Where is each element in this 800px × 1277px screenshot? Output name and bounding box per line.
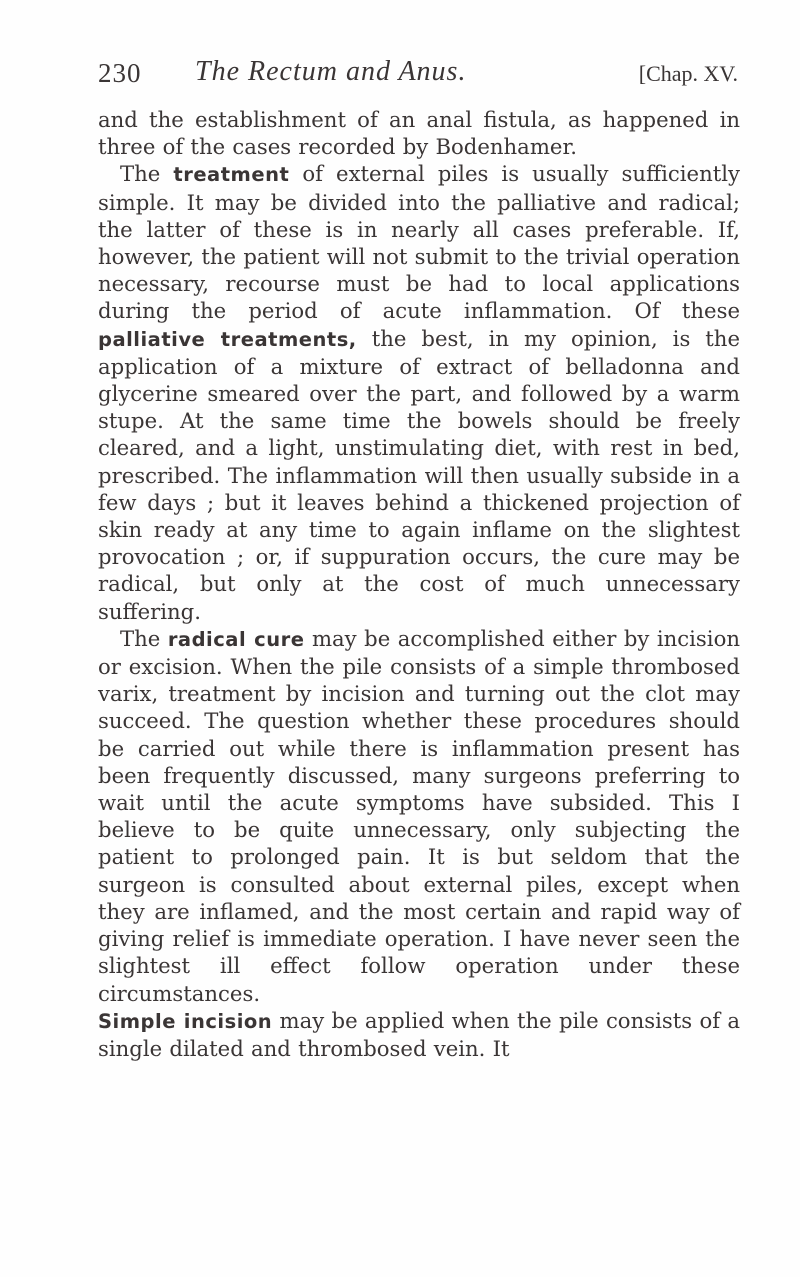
body-text [98,106,740,1062]
paragraph-text: The [120,625,168,651]
paragraph-text: the best, in my opinion, is the application of a mixture of extract of belladonna and glycerine smeared over the part, and followed by a warm stupe. At the same time the bowels should be freely cleared, and a light, unstimulating diet, with rest in bed, prescribed. The inflammation will then usually subside in a few days ; but it leaves behind a thickened projection of skin ready at any time to again inflame on the slightest provocation ; or, if suppuration occurs, the cure may be radical, but only at the cost of much unnecessary suffering. [98,325,740,624]
paragraph-text: may be accomplished either by incision or excision. When the pile consists of a simple thrombosed varix, treatment by incision and turning out the clot may succeed. The question whether these procedures should be carried out while there is inflammation present has been frequently discussed, many surgeons preferring to wait until the acute symptoms have subsided. This I believe to be quite unnecessary, only subjecting the patient to prolonged pain. It is but seldom that the surgeon is consulted about external piles, except when they are inflamed, and the most certain and rapid way of giving relief is immediate operation. I have never seen the slightest ill effect follow operation under these circumstances. [98,625,740,1006]
paragraph-treatment [98,160,740,624]
paragraph-text: may be applied when the pile consists of a single dilated and thrombosed vein. It [98,1007,740,1061]
paragraph-simple-incision [98,1007,740,1062]
term-palliative-treatments: palliative treatments, [98,327,357,351]
running-head [98,56,740,102]
paragraph-text: and the establishment of an anal fistula, as happened in three of the cases recorded by Bodenhamer. [98,107,740,160]
term-radical-cure: radical cure [167,627,305,651]
term-treatment: treatment [173,163,290,187]
page-number: 230 [98,58,142,88]
book-title: The Rectum and Anus. [195,56,467,87]
book-page [98,56,740,1062]
paragraph-text: of external piles is usually sufficiently simple. It may be divided into the palliative and radical; the latter of these is in nearly all cases preferable. If, however, the patient will not submit to the trivial operation necessary, recourse must be had to local applications during the period of acute inflammation. Of these [98,161,740,324]
term-simple-incision: Simple incision [98,1009,273,1033]
paragraph-radical-cure [98,625,740,1007]
chapter-reference: [Chap. XV. [638,61,738,86]
paragraph [98,106,740,160]
paragraph-text: The [120,161,174,187]
